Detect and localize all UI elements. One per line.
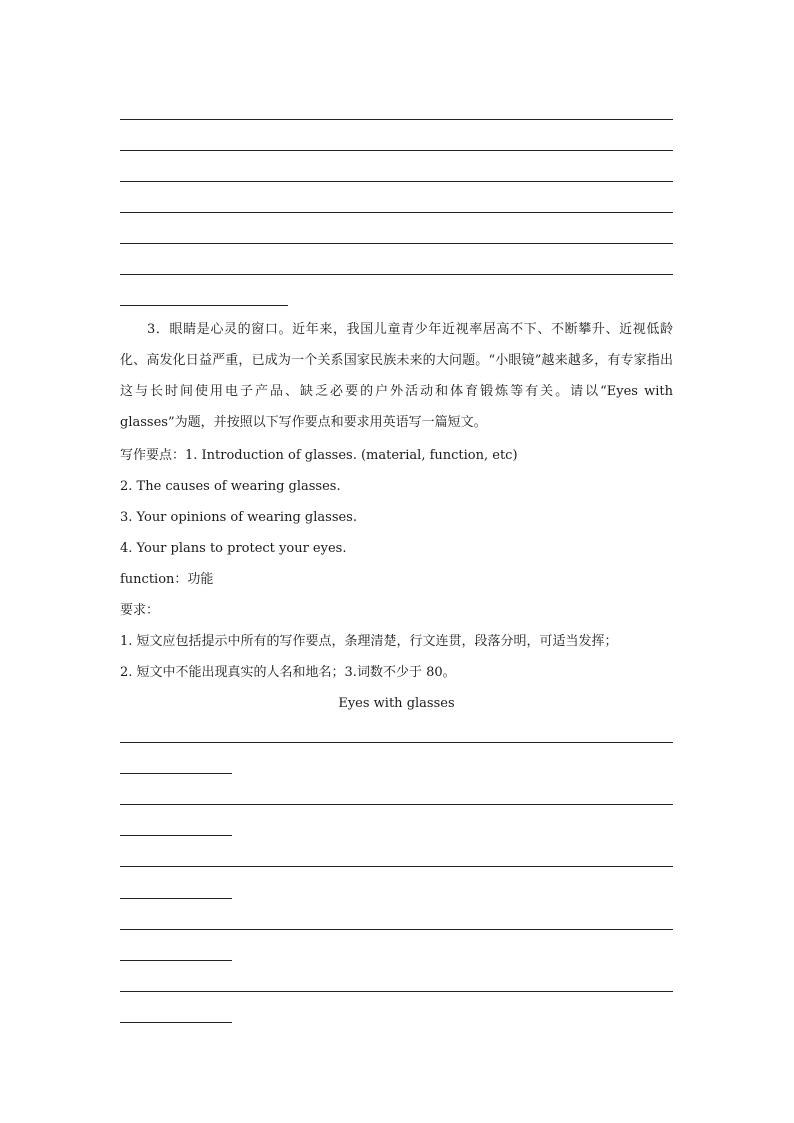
essay-line-short[interactable] <box>120 1022 232 1023</box>
answer-line[interactable] <box>120 274 673 275</box>
essay-line-short[interactable] <box>120 835 232 836</box>
essay-line-short[interactable] <box>120 773 232 774</box>
essay-title: Eyes with glasses <box>338 696 455 711</box>
requirements-heading: 要求： <box>120 603 160 618</box>
requirement-1: 1. 短文应包括提示中所有的写作要点，条理清楚，行文连贯，段落分明，可适当发挥； <box>120 634 618 649</box>
answer-line[interactable] <box>120 243 673 244</box>
essay-line[interactable] <box>120 866 673 867</box>
essay-line-short[interactable] <box>120 960 232 961</box>
answer-line[interactable] <box>120 212 673 213</box>
answer-line[interactable] <box>120 181 673 182</box>
essay-line-short[interactable] <box>120 898 232 899</box>
vocab-note: function：功能 <box>120 572 214 587</box>
writing-point-3: 3. Your opinions of wearing glasses. <box>120 510 357 525</box>
answer-line[interactable] <box>120 150 673 151</box>
essay-line[interactable] <box>120 929 673 930</box>
essay-line[interactable] <box>120 804 673 805</box>
question-prompt: 3．眼睛是心灵的窗口。近年来，我国儿童青少年近视率居高不下、不断攀升、近视低龄化、高发化日益严重，已成为一个关系国家民族未来的大问题。“小眼镜”越来越多，有专家指出这与长时间使用电子产品、缺乏必要的户外活动和体育锻炼等有关。请以“Eyes with glasses”为题，并按照以下写作要点和要求用英语写一篇短文。 <box>120 322 673 430</box>
answer-line-short[interactable] <box>120 305 288 306</box>
essay-line[interactable] <box>120 742 673 743</box>
writing-point-2: 2. The causes of wearing glasses. <box>120 479 341 494</box>
writing-point-4: 4. Your plans to protect your eyes. <box>120 541 347 556</box>
essay-line[interactable] <box>120 991 673 992</box>
requirement-2: 2. 短文中不能出现真实的人名和地名；3.词数不少于 80。 <box>120 665 456 680</box>
answer-line[interactable] <box>120 119 673 120</box>
writing-points-heading: 写作要点：1. Introduction of glasses. (material, function, etc) <box>120 448 518 463</box>
